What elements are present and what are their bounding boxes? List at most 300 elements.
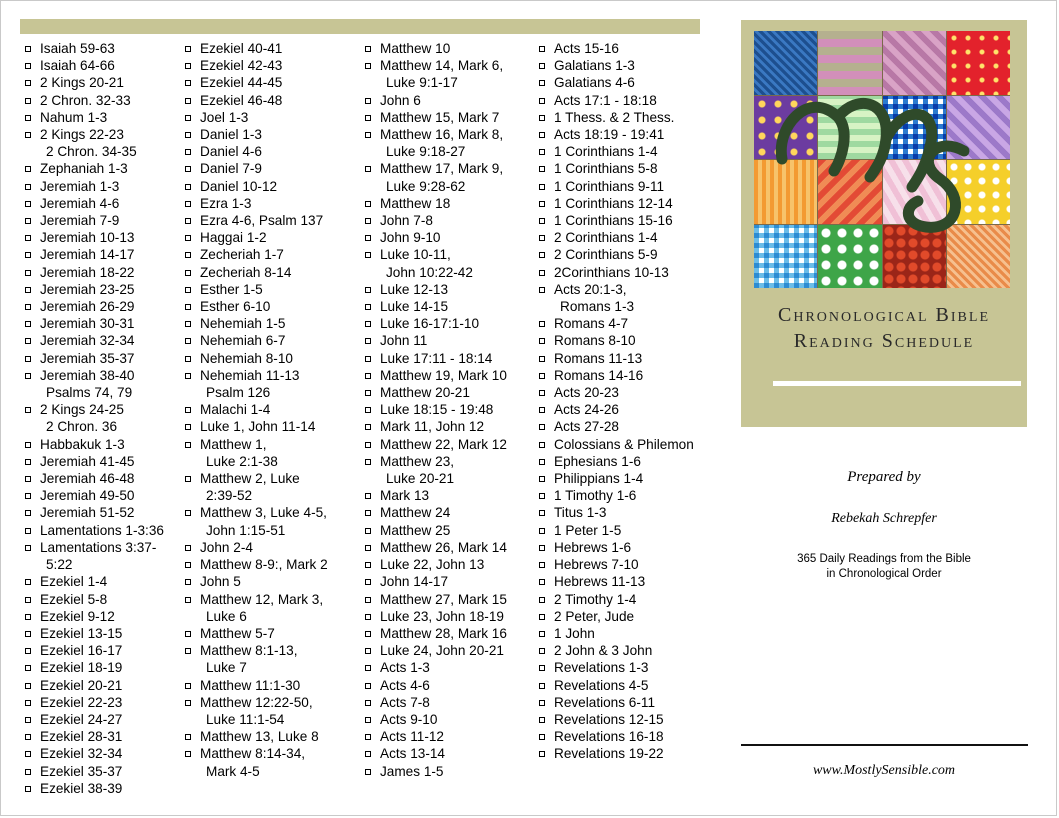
- checkbox-icon[interactable]: [185, 287, 191, 293]
- reading-item[interactable]: [25, 470, 164, 487]
- reading-item[interactable]: [365, 126, 507, 160]
- reading-item[interactable]: [365, 109, 507, 126]
- checkbox-icon[interactable]: [185, 700, 191, 706]
- checkbox-icon[interactable]: [539, 184, 545, 190]
- reading-item[interactable]: [185, 126, 328, 143]
- reading-item[interactable]: [539, 745, 694, 762]
- reading-item[interactable]: [365, 212, 507, 229]
- checkbox-icon[interactable]: [25, 459, 31, 465]
- checkbox-icon[interactable]: [25, 46, 31, 52]
- checkbox-icon[interactable]: [25, 356, 31, 362]
- reading-item[interactable]: [365, 436, 507, 453]
- checkbox-icon[interactable]: [539, 734, 545, 740]
- checkbox-icon[interactable]: [25, 218, 31, 224]
- checkbox-icon[interactable]: [539, 648, 545, 654]
- checkbox-icon[interactable]: [539, 683, 545, 689]
- reading-item[interactable]: [185, 246, 328, 263]
- reading-item[interactable]: [365, 229, 507, 246]
- reading-item[interactable]: [25, 642, 164, 659]
- checkbox-icon[interactable]: [185, 734, 191, 740]
- reading-item[interactable]: [365, 573, 507, 590]
- checkbox-icon[interactable]: [539, 562, 545, 568]
- reading-item[interactable]: [25, 608, 164, 625]
- reading-item[interactable]: [539, 522, 694, 539]
- reading-item[interactable]: [25, 367, 164, 401]
- checkbox-icon[interactable]: [25, 270, 31, 276]
- reading-item[interactable]: [185, 556, 328, 573]
- reading-item[interactable]: [25, 40, 164, 57]
- reading-item[interactable]: [185, 40, 328, 57]
- reading-item[interactable]: [185, 694, 328, 728]
- checkbox-icon[interactable]: [539, 442, 545, 448]
- checkbox-icon[interactable]: [365, 321, 371, 327]
- checkbox-icon[interactable]: [185, 562, 191, 568]
- reading-item[interactable]: [365, 92, 507, 109]
- checkbox-icon[interactable]: [185, 545, 191, 551]
- checkbox-icon[interactable]: [185, 235, 191, 241]
- reading-item[interactable]: [185, 315, 328, 332]
- checkbox-icon[interactable]: [25, 304, 31, 310]
- reading-item[interactable]: [539, 350, 694, 367]
- checkbox-icon[interactable]: [25, 166, 31, 172]
- checkbox-icon[interactable]: [539, 201, 545, 207]
- reading-item[interactable]: [539, 453, 694, 470]
- reading-item[interactable]: [365, 711, 507, 728]
- reading-item[interactable]: [365, 195, 507, 212]
- checkbox-icon[interactable]: [365, 459, 371, 465]
- checkbox-icon[interactable]: [25, 528, 31, 534]
- checkbox-icon[interactable]: [185, 510, 191, 516]
- checkbox-icon[interactable]: [539, 98, 545, 104]
- checkbox-icon[interactable]: [539, 597, 545, 603]
- reading-item[interactable]: [539, 694, 694, 711]
- checkbox-icon[interactable]: [365, 665, 371, 671]
- reading-item[interactable]: [25, 350, 164, 367]
- checkbox-icon[interactable]: [365, 683, 371, 689]
- checkbox-icon[interactable]: [185, 98, 191, 104]
- reading-item[interactable]: [365, 281, 507, 298]
- checkbox-icon[interactable]: [539, 235, 545, 241]
- reading-item[interactable]: [25, 212, 164, 229]
- reading-item[interactable]: [539, 143, 694, 160]
- checkbox-icon[interactable]: [25, 442, 31, 448]
- checkbox-icon[interactable]: [25, 683, 31, 689]
- checkbox-icon[interactable]: [539, 510, 545, 516]
- reading-item[interactable]: [539, 212, 694, 229]
- reading-item[interactable]: [365, 642, 507, 659]
- checkbox-icon[interactable]: [185, 407, 191, 413]
- reading-item[interactable]: [365, 40, 507, 57]
- reading-item[interactable]: [25, 504, 164, 521]
- checkbox-icon[interactable]: [185, 149, 191, 155]
- reading-item[interactable]: [185, 591, 328, 625]
- checkbox-icon[interactable]: [185, 166, 191, 172]
- reading-item[interactable]: [185, 229, 328, 246]
- reading-item[interactable]: [185, 143, 328, 160]
- reading-item[interactable]: [539, 539, 694, 556]
- reading-item[interactable]: [25, 539, 164, 573]
- reading-item[interactable]: [25, 195, 164, 212]
- checkbox-icon[interactable]: [365, 442, 371, 448]
- reading-item[interactable]: [539, 591, 694, 608]
- reading-item[interactable]: [365, 315, 507, 332]
- reading-item[interactable]: [539, 608, 694, 625]
- reading-item[interactable]: [25, 332, 164, 349]
- checkbox-icon[interactable]: [539, 665, 545, 671]
- checkbox-icon[interactable]: [25, 476, 31, 482]
- checkbox-icon[interactable]: [539, 476, 545, 482]
- reading-item[interactable]: [185, 92, 328, 109]
- checkbox-icon[interactable]: [365, 46, 371, 52]
- checkbox-icon[interactable]: [539, 218, 545, 224]
- checkbox-icon[interactable]: [539, 717, 545, 723]
- checkbox-icon[interactable]: [185, 424, 191, 430]
- reading-item[interactable]: [185, 642, 328, 676]
- reading-item[interactable]: [25, 281, 164, 298]
- reading-item[interactable]: [365, 763, 507, 780]
- reading-item[interactable]: [539, 40, 694, 57]
- checkbox-icon[interactable]: [25, 338, 31, 344]
- reading-item[interactable]: [539, 57, 694, 74]
- checkbox-icon[interactable]: [365, 717, 371, 723]
- checkbox-icon[interactable]: [185, 476, 191, 482]
- reading-item[interactable]: [25, 780, 164, 797]
- reading-item[interactable]: [185, 264, 328, 281]
- checkbox-icon[interactable]: [365, 700, 371, 706]
- checkbox-icon[interactable]: [185, 218, 191, 224]
- checkbox-icon[interactable]: [365, 373, 371, 379]
- checkbox-icon[interactable]: [539, 493, 545, 499]
- reading-item[interactable]: [185, 109, 328, 126]
- reading-item[interactable]: [539, 160, 694, 177]
- checkbox-icon[interactable]: [365, 201, 371, 207]
- checkbox-icon[interactable]: [185, 132, 191, 138]
- reading-item[interactable]: [185, 470, 328, 504]
- reading-item[interactable]: [365, 608, 507, 625]
- reading-item[interactable]: [185, 298, 328, 315]
- reading-item[interactable]: [185, 436, 328, 470]
- checkbox-icon[interactable]: [365, 579, 371, 585]
- reading-item[interactable]: [185, 332, 328, 349]
- checkbox-icon[interactable]: [25, 597, 31, 603]
- checkbox-icon[interactable]: [539, 424, 545, 430]
- checkbox-icon[interactable]: [25, 648, 31, 654]
- reading-item[interactable]: [365, 350, 507, 367]
- reading-item[interactable]: [185, 418, 328, 435]
- checkbox-icon[interactable]: [539, 46, 545, 52]
- reading-item[interactable]: [539, 436, 694, 453]
- reading-item[interactable]: [25, 591, 164, 608]
- reading-item[interactable]: [365, 246, 507, 280]
- reading-item[interactable]: [185, 350, 328, 367]
- checkbox-icon[interactable]: [25, 98, 31, 104]
- checkbox-icon[interactable]: [539, 390, 545, 396]
- reading-item[interactable]: [365, 160, 507, 194]
- reading-item[interactable]: [25, 74, 164, 91]
- reading-item[interactable]: [539, 264, 694, 281]
- checkbox-icon[interactable]: [365, 510, 371, 516]
- reading-item[interactable]: [365, 367, 507, 384]
- reading-item[interactable]: [365, 332, 507, 349]
- reading-item[interactable]: [185, 74, 328, 91]
- checkbox-icon[interactable]: [365, 751, 371, 757]
- checkbox-icon[interactable]: [365, 614, 371, 620]
- checkbox-icon[interactable]: [365, 597, 371, 603]
- reading-item[interactable]: [25, 745, 164, 762]
- checkbox-icon[interactable]: [539, 579, 545, 585]
- reading-item[interactable]: [365, 522, 507, 539]
- checkbox-icon[interactable]: [539, 528, 545, 534]
- reading-item[interactable]: [185, 367, 328, 401]
- reading-item[interactable]: [185, 745, 328, 779]
- reading-item[interactable]: [365, 694, 507, 711]
- checkbox-icon[interactable]: [185, 597, 191, 603]
- reading-item[interactable]: [539, 504, 694, 521]
- reading-item[interactable]: [539, 711, 694, 728]
- checkbox-icon[interactable]: [25, 614, 31, 620]
- checkbox-icon[interactable]: [539, 545, 545, 551]
- reading-item[interactable]: [539, 367, 694, 384]
- checkbox-icon[interactable]: [185, 442, 191, 448]
- checkbox-icon[interactable]: [539, 115, 545, 121]
- checkbox-icon[interactable]: [365, 528, 371, 534]
- checkbox-icon[interactable]: [25, 287, 31, 293]
- checkbox-icon[interactable]: [539, 356, 545, 362]
- checkbox-icon[interactable]: [25, 80, 31, 86]
- checkbox-icon[interactable]: [25, 252, 31, 258]
- reading-item[interactable]: [539, 109, 694, 126]
- website-link[interactable]: www.MostlySensible.com: [812, 763, 956, 778]
- reading-item[interactable]: [25, 728, 164, 745]
- checkbox-icon[interactable]: [365, 734, 371, 740]
- reading-item[interactable]: [185, 401, 328, 418]
- reading-item[interactable]: [539, 556, 694, 573]
- checkbox-icon[interactable]: [365, 356, 371, 362]
- checkbox-icon[interactable]: [25, 579, 31, 585]
- checkbox-icon[interactable]: [25, 545, 31, 551]
- checkbox-icon[interactable]: [25, 407, 31, 413]
- checkbox-icon[interactable]: [365, 545, 371, 551]
- reading-item[interactable]: [25, 264, 164, 281]
- reading-item[interactable]: [539, 677, 694, 694]
- reading-item[interactable]: [539, 401, 694, 418]
- checkbox-icon[interactable]: [539, 80, 545, 86]
- checkbox-icon[interactable]: [539, 63, 545, 69]
- reading-item[interactable]: [365, 539, 507, 556]
- checkbox-icon[interactable]: [539, 338, 545, 344]
- reading-item[interactable]: [25, 315, 164, 332]
- reading-item[interactable]: [25, 677, 164, 694]
- checkbox-icon[interactable]: [365, 132, 371, 138]
- checkbox-icon[interactable]: [365, 407, 371, 413]
- reading-item[interactable]: [365, 401, 507, 418]
- reading-item[interactable]: [539, 573, 694, 590]
- checkbox-icon[interactable]: [25, 734, 31, 740]
- reading-item[interactable]: [365, 659, 507, 676]
- checkbox-icon[interactable]: [185, 201, 191, 207]
- checkbox-icon[interactable]: [25, 373, 31, 379]
- reading-item[interactable]: [185, 195, 328, 212]
- checkbox-icon[interactable]: [539, 270, 545, 276]
- reading-item[interactable]: [25, 453, 164, 470]
- reading-item[interactable]: [185, 178, 328, 195]
- checkbox-icon[interactable]: [539, 321, 545, 327]
- checkbox-icon[interactable]: [539, 252, 545, 258]
- reading-item[interactable]: [25, 109, 164, 126]
- checkbox-icon[interactable]: [365, 424, 371, 430]
- reading-item[interactable]: [539, 178, 694, 195]
- reading-item[interactable]: [365, 556, 507, 573]
- checkbox-icon[interactable]: [365, 493, 371, 499]
- checkbox-icon[interactable]: [25, 235, 31, 241]
- reading-item[interactable]: [539, 625, 694, 642]
- checkbox-icon[interactable]: [185, 184, 191, 190]
- checkbox-icon[interactable]: [365, 63, 371, 69]
- checkbox-icon[interactable]: [539, 373, 545, 379]
- checkbox-icon[interactable]: [25, 321, 31, 327]
- reading-item[interactable]: [25, 160, 164, 177]
- checkbox-icon[interactable]: [25, 493, 31, 499]
- reading-item[interactable]: [365, 625, 507, 642]
- checkbox-icon[interactable]: [25, 63, 31, 69]
- reading-item[interactable]: [539, 470, 694, 487]
- checkbox-icon[interactable]: [185, 63, 191, 69]
- checkbox-icon[interactable]: [539, 459, 545, 465]
- reading-item[interactable]: [365, 504, 507, 521]
- checkbox-icon[interactable]: [539, 631, 545, 637]
- reading-item[interactable]: [25, 487, 164, 504]
- reading-item[interactable]: [25, 573, 164, 590]
- reading-item[interactable]: [365, 57, 507, 91]
- reading-item[interactable]: [539, 195, 694, 212]
- checkbox-icon[interactable]: [365, 648, 371, 654]
- reading-item[interactable]: [25, 711, 164, 728]
- reading-item[interactable]: [185, 504, 328, 538]
- reading-item[interactable]: [25, 625, 164, 642]
- checkbox-icon[interactable]: [25, 769, 31, 775]
- checkbox-icon[interactable]: [539, 614, 545, 620]
- reading-item[interactable]: [25, 436, 164, 453]
- checkbox-icon[interactable]: [185, 579, 191, 585]
- checkbox-icon[interactable]: [539, 149, 545, 155]
- checkbox-icon[interactable]: [185, 270, 191, 276]
- reading-item[interactable]: [539, 659, 694, 676]
- reading-item[interactable]: [25, 126, 164, 160]
- reading-item[interactable]: [25, 178, 164, 195]
- reading-item[interactable]: [25, 246, 164, 263]
- reading-item[interactable]: [539, 487, 694, 504]
- reading-item[interactable]: [539, 642, 694, 659]
- reading-item[interactable]: [185, 573, 328, 590]
- reading-item[interactable]: [539, 229, 694, 246]
- reading-item[interactable]: [539, 74, 694, 91]
- reading-item[interactable]: [365, 745, 507, 762]
- checkbox-icon[interactable]: [185, 338, 191, 344]
- reading-item[interactable]: [185, 728, 328, 745]
- reading-item[interactable]: [539, 384, 694, 401]
- checkbox-icon[interactable]: [185, 356, 191, 362]
- checkbox-icon[interactable]: [365, 98, 371, 104]
- checkbox-icon[interactable]: [365, 769, 371, 775]
- reading-item[interactable]: [25, 229, 164, 246]
- checkbox-icon[interactable]: [365, 562, 371, 568]
- checkbox-icon[interactable]: [365, 287, 371, 293]
- reading-item[interactable]: [185, 160, 328, 177]
- reading-item[interactable]: [365, 298, 507, 315]
- reading-item[interactable]: [25, 522, 164, 539]
- checkbox-icon[interactable]: [539, 287, 545, 293]
- checkbox-icon[interactable]: [25, 184, 31, 190]
- reading-item[interactable]: [539, 246, 694, 263]
- checkbox-icon[interactable]: [25, 665, 31, 671]
- checkbox-icon[interactable]: [365, 252, 371, 258]
- checkbox-icon[interactable]: [185, 321, 191, 327]
- reading-item[interactable]: [365, 384, 507, 401]
- checkbox-icon[interactable]: [185, 751, 191, 757]
- reading-item[interactable]: [539, 92, 694, 109]
- reading-item[interactable]: [185, 625, 328, 642]
- checkbox-icon[interactable]: [539, 700, 545, 706]
- checkbox-icon[interactable]: [365, 390, 371, 396]
- reading-item[interactable]: [365, 677, 507, 694]
- checkbox-icon[interactable]: [185, 648, 191, 654]
- checkbox-icon[interactable]: [539, 132, 545, 138]
- checkbox-icon[interactable]: [365, 115, 371, 121]
- reading-item[interactable]: [185, 677, 328, 694]
- reading-item[interactable]: [365, 453, 507, 487]
- reading-item[interactable]: [185, 539, 328, 556]
- checkbox-icon[interactable]: [365, 218, 371, 224]
- reading-item[interactable]: [25, 92, 164, 109]
- checkbox-icon[interactable]: [25, 786, 31, 792]
- checkbox-icon[interactable]: [365, 631, 371, 637]
- checkbox-icon[interactable]: [539, 751, 545, 757]
- reading-item[interactable]: [539, 728, 694, 745]
- checkbox-icon[interactable]: [365, 304, 371, 310]
- checkbox-icon[interactable]: [185, 46, 191, 52]
- reading-item[interactable]: [25, 298, 164, 315]
- checkbox-icon[interactable]: [25, 132, 31, 138]
- reading-item[interactable]: [539, 315, 694, 332]
- checkbox-icon[interactable]: [25, 717, 31, 723]
- reading-item[interactable]: [185, 57, 328, 74]
- reading-item[interactable]: [539, 126, 694, 143]
- reading-item[interactable]: [365, 418, 507, 435]
- reading-item[interactable]: [25, 694, 164, 711]
- reading-item[interactable]: [539, 418, 694, 435]
- checkbox-icon[interactable]: [25, 631, 31, 637]
- checkbox-icon[interactable]: [185, 631, 191, 637]
- reading-item[interactable]: [185, 281, 328, 298]
- reading-item[interactable]: [365, 591, 507, 608]
- reading-item[interactable]: [25, 763, 164, 780]
- checkbox-icon[interactable]: [185, 373, 191, 379]
- checkbox-icon[interactable]: [365, 235, 371, 241]
- reading-item[interactable]: [25, 659, 164, 676]
- reading-item[interactable]: [365, 487, 507, 504]
- reading-item[interactable]: [185, 212, 328, 229]
- checkbox-icon[interactable]: [25, 201, 31, 207]
- checkbox-icon[interactable]: [185, 304, 191, 310]
- reading-item[interactable]: [539, 332, 694, 349]
- checkbox-icon[interactable]: [539, 166, 545, 172]
- reading-item[interactable]: [365, 728, 507, 745]
- reading-item[interactable]: [25, 401, 164, 435]
- checkbox-icon[interactable]: [185, 80, 191, 86]
- checkbox-icon[interactable]: [365, 338, 371, 344]
- checkbox-icon[interactable]: [25, 510, 31, 516]
- checkbox-icon[interactable]: [185, 115, 191, 121]
